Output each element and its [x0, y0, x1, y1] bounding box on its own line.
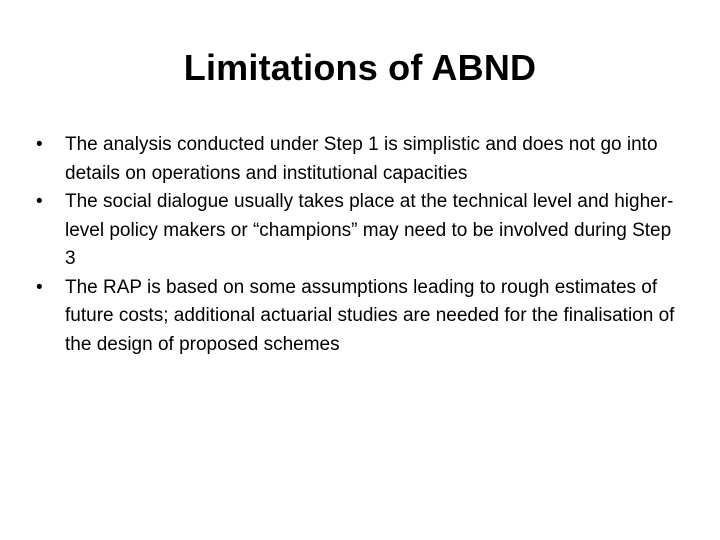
- bullet-item: [36, 131, 686, 188]
- bullet-item: [36, 188, 686, 274]
- bullet-dot-icon: •: [36, 276, 43, 298]
- bullet-list: [36, 131, 686, 359]
- bullet-text: The social dialogue usually takes place at the technical level and higher-level policy makers or “champions” may need to be involved during Step 3: [65, 191, 674, 269]
- bullet-dot-icon: •: [36, 191, 43, 212]
- bullet-dot-icon: •: [36, 134, 43, 155]
- bullet-text: The analysis conducted under Step 1 is simplistic and does not go into details on operations and institutional capacities: [65, 134, 658, 184]
- bullet-text: The RAP is based on some assumptions leading to rough estimates of future costs; additional actuarial studies are needed for the finalisation of the design of proposed schemes: [65, 276, 675, 355]
- slide-title: Limitations of ABND: [183, 47, 537, 88]
- bullet-item: [36, 274, 686, 360]
